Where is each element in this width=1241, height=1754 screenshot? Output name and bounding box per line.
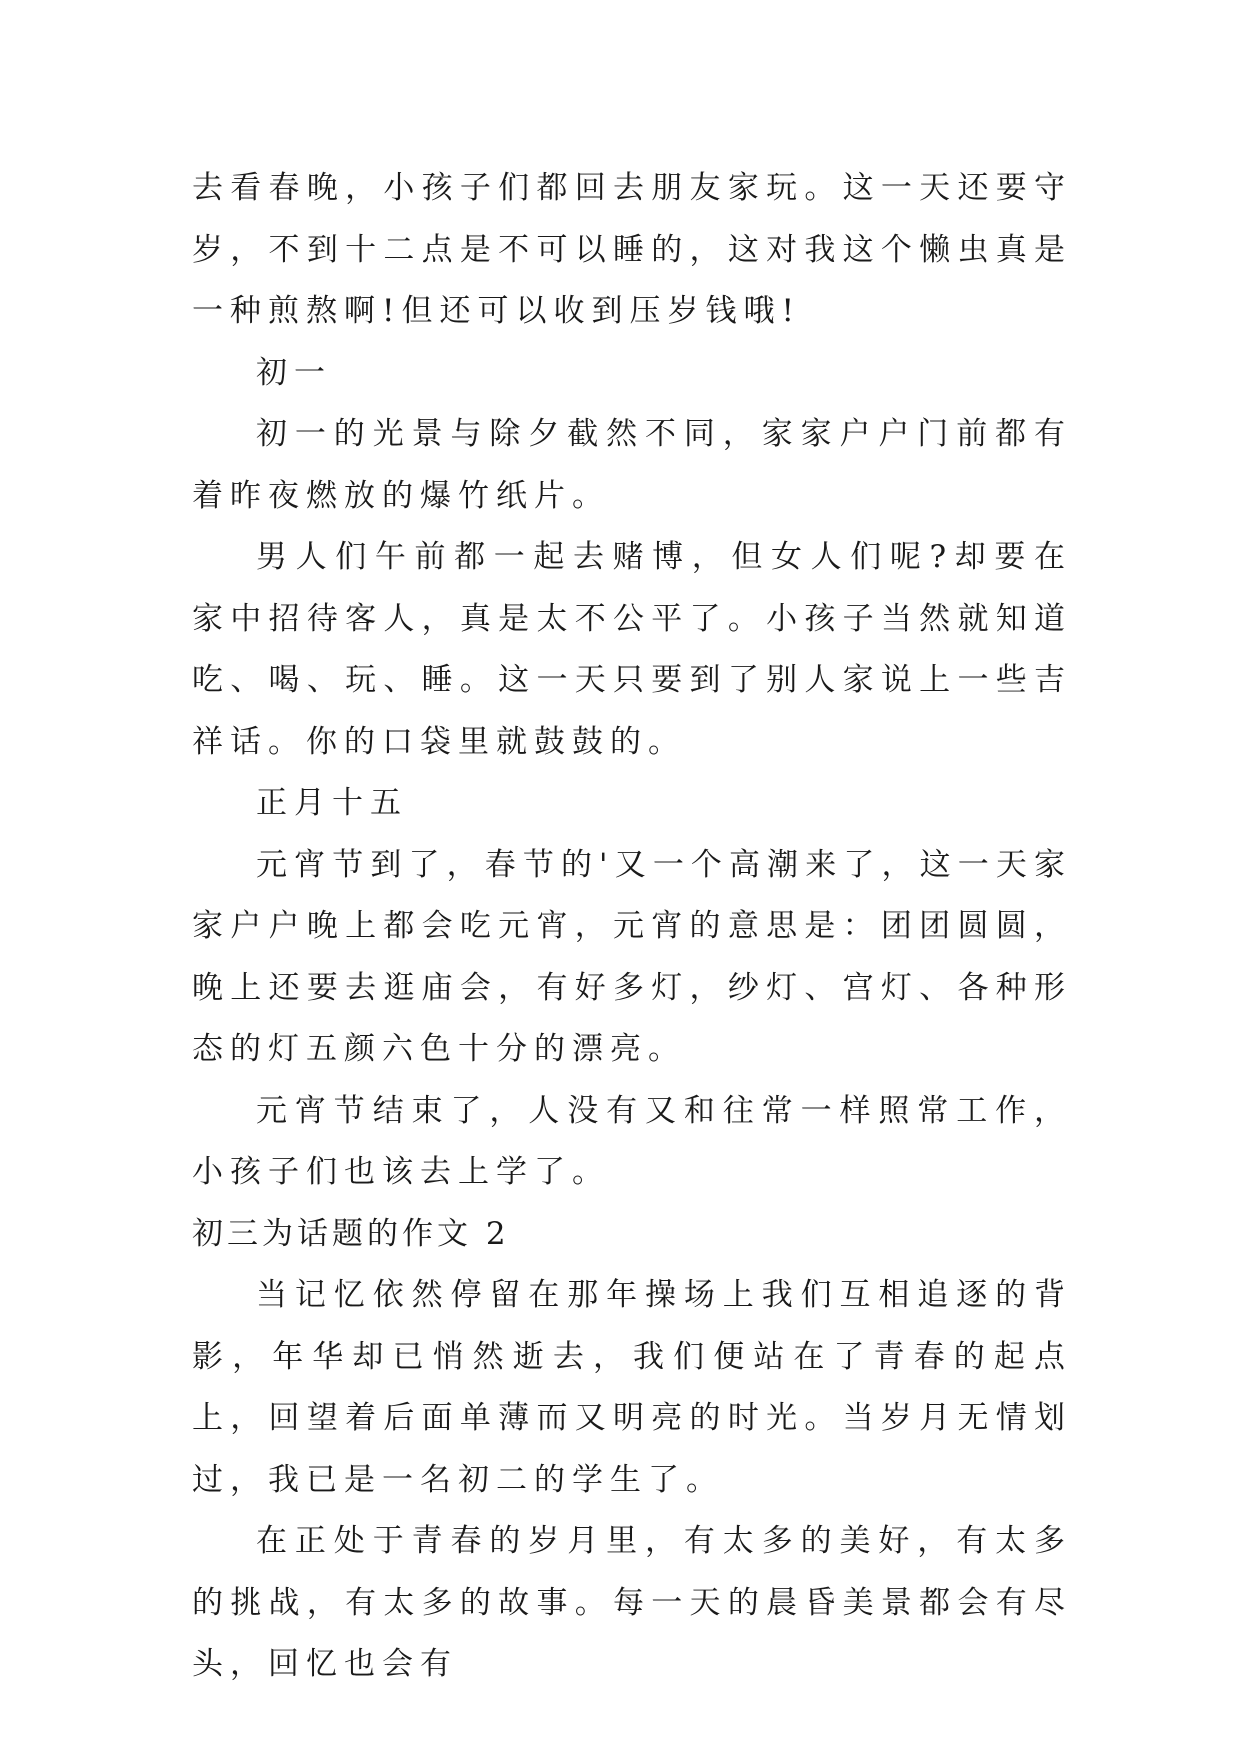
- paragraph: 元宵节结束了，人没有又和往常一样照常工作，小孩子们也该去上学了。: [192, 1092, 1072, 1190]
- paragraph: 在正处于青春的岁月里，有太多的美好，有太多的挑战，有太多的故事。每一天的晨昏美景都会有尽头，回忆也会有: [192, 1523, 1072, 1682]
- paragraph: 去看春晚，小孩子们都回去朋友家玩。这一天还要守岁，不到十二点是不可以睡的，这对我这个懒虫真是一种煎熬啊!但还可以收到压岁钱哦!: [192, 170, 1072, 329]
- document-body: [192, 158, 1072, 1696]
- paragraph: 当记忆依然停留在那年操场上我们互相追逐的背影，年华却已悄然逝去，我们便站在了青春的起点上，回望着后面单薄而又明亮的时光。当岁月无情划过，我已是一名初二的学生了。: [192, 1277, 1072, 1498]
- paragraph: 初一的光景与除夕截然不同，家家户户门前都有着昨夜燃放的爆竹纸片。: [192, 416, 1072, 514]
- essay-title: 初三为话题的作文 2: [192, 1215, 510, 1252]
- paragraph: 男人们午前都一起去赌博，但女人们呢?却要在家中招待客人，真是太不公平了。小孩子当然就知道吃、喝、玩、睡。这一天只要到了别人家说上一些吉祥话。你的口袋里就鼓鼓的。: [192, 539, 1072, 760]
- paragraph: 元宵节到了，春节的'又一个高潮来了，这一天家家户户晚上都会吃元宵，元宵的意思是：团团圆圆，晚上还要去逛庙会，有好多灯，纱灯、宫灯、各种形态的灯五颜六色十分的漂亮。: [192, 846, 1072, 1067]
- section-heading: 初一: [256, 354, 332, 391]
- section-heading: 正月十五: [256, 785, 408, 821]
